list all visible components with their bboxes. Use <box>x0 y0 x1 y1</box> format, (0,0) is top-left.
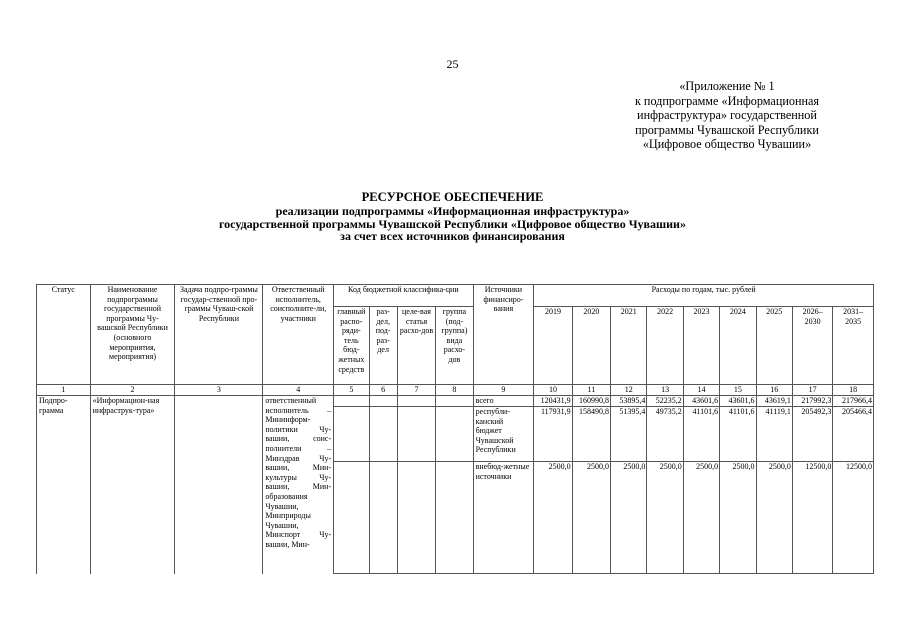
header-year: 2025 <box>756 307 792 385</box>
budget-cell <box>436 407 473 462</box>
header-budget-sub: главный распо-ряди-тель бюд-жетных средств <box>334 307 369 385</box>
column-number: 4 <box>263 385 334 396</box>
amount-cell: 205492,3 <box>792 407 832 462</box>
header-year: 2031–2035 <box>833 307 874 385</box>
amount-cell: 12500,0 <box>792 462 832 574</box>
title-line: за счет всех источников финансирования <box>340 229 565 244</box>
appendix-line: к подпрограмме «Информационная <box>634 93 820 108</box>
amount-cell: 2500,0 <box>683 462 719 574</box>
header-budget-sub: целе-вая статья расхо-дов <box>397 307 435 385</box>
header-budget-sub: раз-дел, под-раз-дел <box>369 307 397 385</box>
source-cell: всего <box>473 396 534 407</box>
appendix-line: «Приложение № 1 <box>679 79 775 93</box>
column-number: 14 <box>683 385 719 396</box>
header-budget-code: Код бюджетной классифика-ции <box>334 285 473 307</box>
header-year: 2023 <box>683 307 719 385</box>
column-number: 5 <box>334 385 369 396</box>
column-number: 12 <box>611 385 647 396</box>
amount-cell: 205466,4 <box>833 407 874 462</box>
budget-cell <box>436 462 473 574</box>
amount-cell: 217966,4 <box>833 396 874 407</box>
header-task: Задача подпро-граммы государ-ственной про-граммы Чуваш-ской Республики <box>175 285 263 385</box>
amount-cell: 160990,8 <box>572 396 610 407</box>
column-number: 3 <box>175 385 263 396</box>
header-year: 2026–2030 <box>792 307 832 385</box>
resource-table <box>36 284 874 574</box>
column-number: 13 <box>647 385 683 396</box>
column-number: 6 <box>369 385 397 396</box>
amount-cell: 41101,6 <box>683 407 719 462</box>
amount-cell: 2500,0 <box>720 462 756 574</box>
amount-cell: 49735,2 <box>647 407 683 462</box>
budget-cell <box>334 396 369 407</box>
amount-cell: 41101,6 <box>720 407 756 462</box>
page-number: 25 <box>446 57 459 71</box>
amount-cell: 53895,4 <box>611 396 647 407</box>
budget-cell <box>397 396 435 407</box>
amount-cell: 120431,9 <box>534 396 572 407</box>
row-status: Подпро-грамма <box>37 396 91 574</box>
amount-cell: 2500,0 <box>611 462 647 574</box>
header-year: 2021 <box>611 307 647 385</box>
header-year: 2022 <box>647 307 683 385</box>
amount-cell: 2500,0 <box>756 462 792 574</box>
budget-cell <box>369 407 397 462</box>
amount-cell: 43619,1 <box>756 396 792 407</box>
column-number: 18 <box>833 385 874 396</box>
row-task <box>175 396 263 574</box>
header-year: 2020 <box>572 307 610 385</box>
row-name: «Информацион-ная инфраструк-тура» <box>90 396 175 574</box>
amount-cell: 117931,9 <box>534 407 572 462</box>
column-number: 10 <box>534 385 572 396</box>
header-year: 2019 <box>534 307 572 385</box>
budget-cell <box>397 462 435 574</box>
appendix-line: инфраструктура» государственной <box>637 108 817 123</box>
budget-cell <box>397 407 435 462</box>
amount-cell: 217992,3 <box>792 396 832 407</box>
budget-cell <box>369 462 397 574</box>
source-cell: внебюд-жетные источники <box>473 462 534 574</box>
budget-cell <box>334 462 369 574</box>
budget-cell <box>436 396 473 407</box>
header-source: Источники финансиро-вания <box>473 285 534 385</box>
amount-cell: 2500,0 <box>647 462 683 574</box>
amount-cell: 43601,6 <box>720 396 756 407</box>
header-name: Наименование подпрограммы государственной программы Чу-вашской Республики (основного мероприятия, мероприятия) <box>90 285 175 385</box>
amount-cell: 2500,0 <box>534 462 572 574</box>
title-line: РЕСУРСНОЕ ОБЕСПЕЧЕНИЕ <box>361 190 544 204</box>
amount-cell: 12500,0 <box>833 462 874 574</box>
column-number: 17 <box>792 385 832 396</box>
column-number: 9 <box>473 385 534 396</box>
column-number: 11 <box>572 385 610 396</box>
budget-cell <box>369 396 397 407</box>
amount-cell: 43601,6 <box>683 396 719 407</box>
header-budget-sub: группа (под-группа) вида расхо-дов <box>436 307 473 385</box>
amount-cell: 51395,4 <box>611 407 647 462</box>
document-title <box>0 191 905 243</box>
amount-cell: 158490,8 <box>572 407 610 462</box>
appendix-line: «Цифровое общество Чувашии» <box>642 137 812 152</box>
appendix-line: программы Чувашской Республики <box>635 122 819 137</box>
column-number: 8 <box>436 385 473 396</box>
source-cell: республи-канский бюджет Чувашской Республики <box>473 407 534 462</box>
appendix-heading <box>600 79 854 152</box>
header-status: Статус <box>37 285 91 385</box>
header-expenses: Расходы по годам, тыс. рублей <box>534 285 874 307</box>
column-number: 15 <box>720 385 756 396</box>
amount-cell: 52235,2 <box>647 396 683 407</box>
header-year: 2024 <box>720 307 756 385</box>
row-executor: ответственный исполнитель – Мининформ-политики Чу-вашии, соис-полнители – Минздрав Чу-вашии, Мин-культуры Чу-вашии, Мин-образования Чувашии, Минприроды Чувашии, Минспорт Чу-вашии, Мин- <box>263 396 334 574</box>
title-line: реализации подпрограммы «Информационная инфраструктура» <box>275 203 630 218</box>
column-number: 16 <box>756 385 792 396</box>
column-number: 2 <box>90 385 175 396</box>
amount-cell: 2500,0 <box>572 462 610 574</box>
column-number: 1 <box>37 385 91 396</box>
table-row <box>37 396 874 407</box>
column-number: 7 <box>397 385 435 396</box>
amount-cell: 41119,1 <box>756 407 792 462</box>
title-line: государственной программы Чувашской Республики «Цифровое общество Чувашии» <box>219 216 686 231</box>
header-executor: Ответственный исполнитель, соисполните-ли, участники <box>263 285 334 385</box>
budget-cell <box>334 407 369 462</box>
